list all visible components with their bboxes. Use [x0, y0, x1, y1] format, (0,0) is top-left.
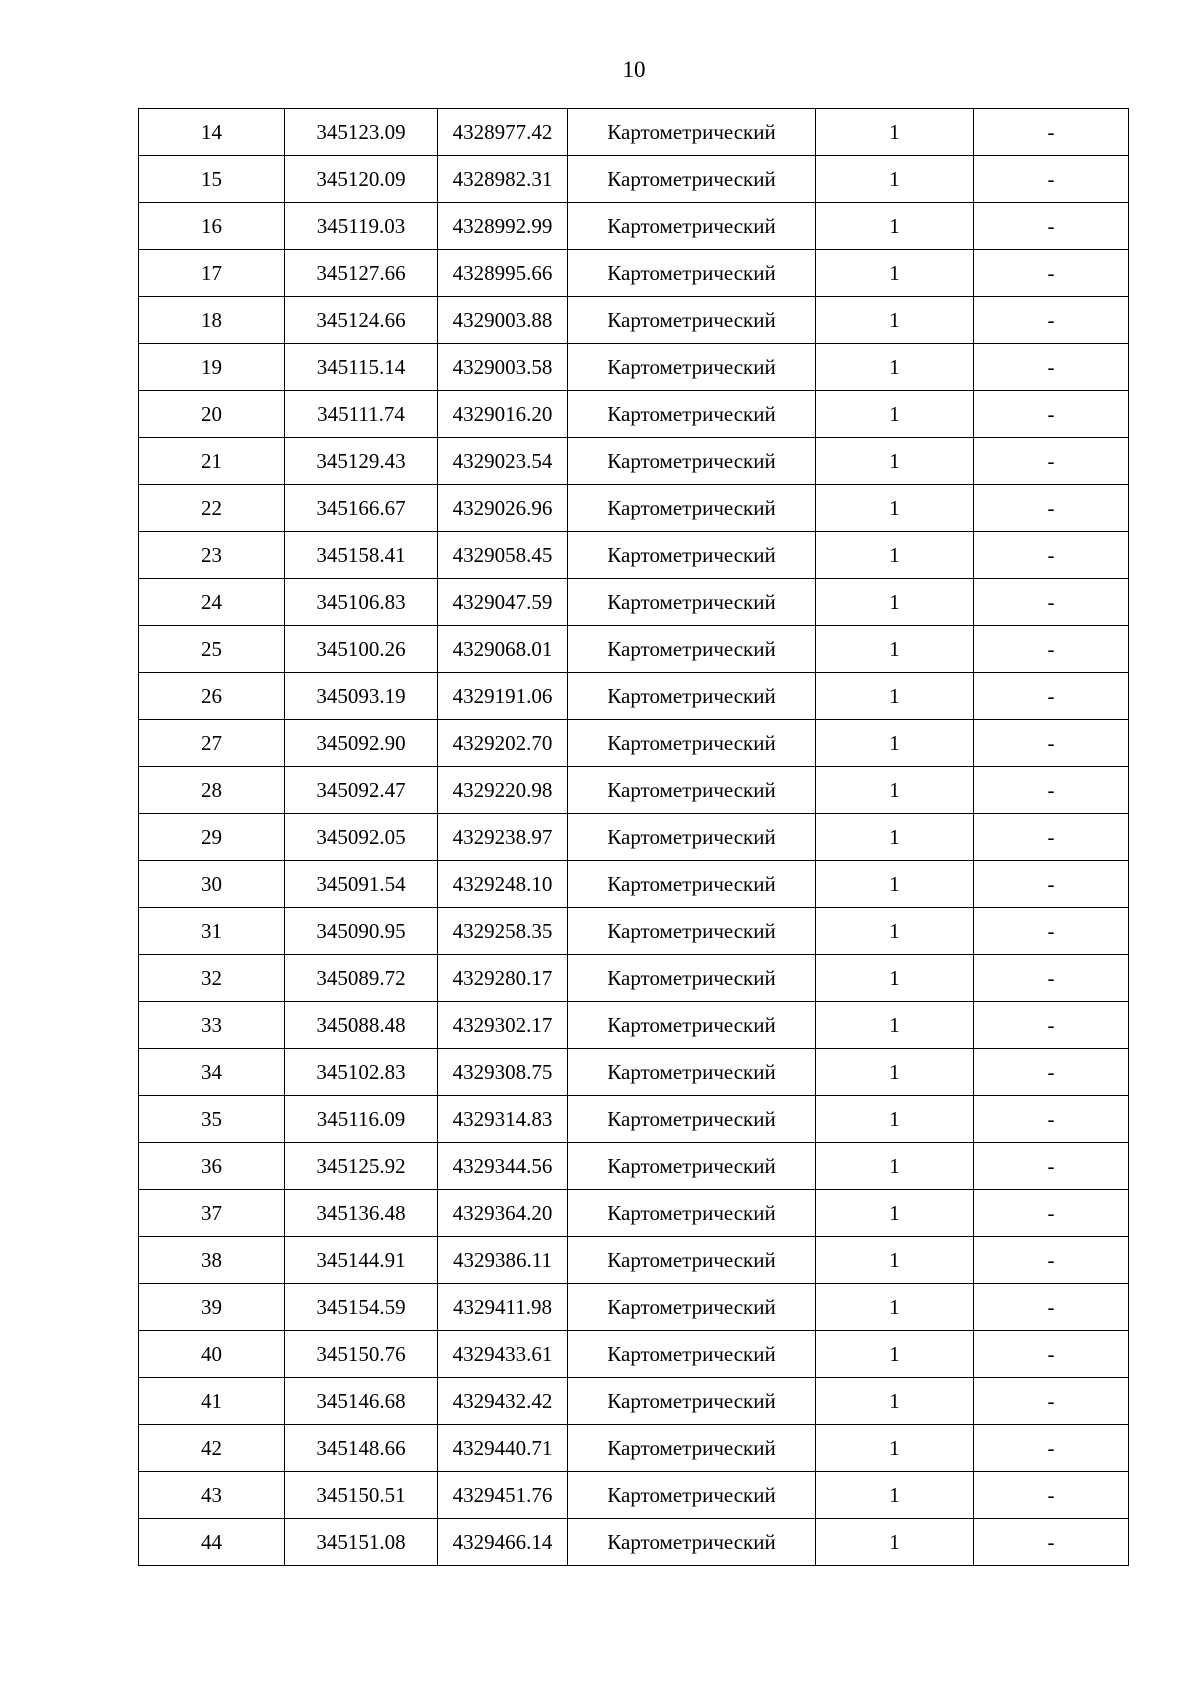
y-coordinate-cell: 4329314.83 [438, 1096, 568, 1143]
method-cell: Картометрический [568, 250, 816, 297]
x-coordinate-cell: 345092.47 [285, 767, 438, 814]
point-number-cell: 36 [139, 1143, 285, 1190]
method-cell: Картометрический [568, 391, 816, 438]
accuracy-cell: 1 [816, 1143, 974, 1190]
accuracy-cell: 1 [816, 203, 974, 250]
x-coordinate-cell: 345089.72 [285, 955, 438, 1002]
table-row [139, 1519, 1129, 1566]
point-number-cell: 27 [139, 720, 285, 767]
description-cell: - [974, 391, 1129, 438]
y-coordinate-cell: 4329047.59 [438, 579, 568, 626]
accuracy-cell: 1 [816, 1378, 974, 1425]
y-coordinate-cell: 4329344.56 [438, 1143, 568, 1190]
table-row [139, 1002, 1129, 1049]
table-row [139, 720, 1129, 767]
method-cell: Картометрический [568, 908, 816, 955]
table-row [139, 1143, 1129, 1190]
method-cell: Картометрический [568, 579, 816, 626]
x-coordinate-cell: 345125.92 [285, 1143, 438, 1190]
point-number-cell: 16 [139, 203, 285, 250]
table-row [139, 203, 1129, 250]
y-coordinate-cell: 4329191.06 [438, 673, 568, 720]
page-number: 10 [622, 57, 646, 82]
y-coordinate-cell: 4329003.58 [438, 344, 568, 391]
description-cell: - [974, 1519, 1129, 1566]
point-number-cell: 18 [139, 297, 285, 344]
table-row [139, 250, 1129, 297]
point-number-cell: 40 [139, 1331, 285, 1378]
x-coordinate-cell: 345092.05 [285, 814, 438, 861]
method-cell: Картометрический [568, 1284, 816, 1331]
description-cell: - [974, 626, 1129, 673]
x-coordinate-cell: 345120.09 [285, 156, 438, 203]
point-number-cell: 31 [139, 908, 285, 955]
description-cell: - [974, 1237, 1129, 1284]
y-coordinate-cell: 4329308.75 [438, 1049, 568, 1096]
point-number-cell: 28 [139, 767, 285, 814]
description-cell: - [974, 1143, 1129, 1190]
y-coordinate-cell: 4329023.54 [438, 438, 568, 485]
accuracy-cell: 1 [816, 1472, 974, 1519]
method-cell: Картометрический [568, 297, 816, 344]
y-coordinate-cell: 4329432.42 [438, 1378, 568, 1425]
point-number-cell: 35 [139, 1096, 285, 1143]
accuracy-cell: 1 [816, 767, 974, 814]
y-coordinate-cell: 4329302.17 [438, 1002, 568, 1049]
description-cell: - [974, 1284, 1129, 1331]
method-cell: Картометрический [568, 156, 816, 203]
table-row [139, 1190, 1129, 1237]
x-coordinate-cell: 345091.54 [285, 861, 438, 908]
accuracy-cell: 1 [816, 1284, 974, 1331]
description-cell: - [974, 1190, 1129, 1237]
table-row [139, 1049, 1129, 1096]
table-row [139, 1284, 1129, 1331]
y-coordinate-cell: 4329364.20 [438, 1190, 568, 1237]
point-number-cell: 23 [139, 532, 285, 579]
table-row [139, 626, 1129, 673]
description-cell: - [974, 438, 1129, 485]
x-coordinate-cell: 345146.68 [285, 1378, 438, 1425]
description-cell: - [974, 720, 1129, 767]
point-number-cell: 39 [139, 1284, 285, 1331]
accuracy-cell: 1 [816, 1425, 974, 1472]
point-number-cell: 33 [139, 1002, 285, 1049]
x-coordinate-cell: 345151.08 [285, 1519, 438, 1566]
point-number-cell: 41 [139, 1378, 285, 1425]
point-number-cell: 22 [139, 485, 285, 532]
accuracy-cell: 1 [816, 250, 974, 297]
x-coordinate-cell: 345124.66 [285, 297, 438, 344]
description-cell: - [974, 203, 1129, 250]
method-cell: Картометрический [568, 1143, 816, 1190]
method-cell: Картометрический [568, 1378, 816, 1425]
method-cell: Картометрический [568, 1190, 816, 1237]
point-number-cell: 24 [139, 579, 285, 626]
y-coordinate-cell: 4329451.76 [438, 1472, 568, 1519]
method-cell: Картометрический [568, 203, 816, 250]
y-coordinate-cell: 4329248.10 [438, 861, 568, 908]
description-cell: - [974, 579, 1129, 626]
table-row [139, 109, 1129, 156]
point-number-cell: 21 [139, 438, 285, 485]
method-cell: Картометрический [568, 438, 816, 485]
table-row [139, 344, 1129, 391]
description-cell: - [974, 532, 1129, 579]
description-cell: - [974, 1096, 1129, 1143]
accuracy-cell: 1 [816, 1096, 974, 1143]
x-coordinate-cell: 345119.03 [285, 203, 438, 250]
x-coordinate-cell: 345092.90 [285, 720, 438, 767]
table-row [139, 485, 1129, 532]
point-number-cell: 25 [139, 626, 285, 673]
y-coordinate-cell: 4329058.45 [438, 532, 568, 579]
table-row [139, 767, 1129, 814]
description-cell: - [974, 156, 1129, 203]
table-row [139, 391, 1129, 438]
accuracy-cell: 1 [816, 156, 974, 203]
point-number-cell: 19 [139, 344, 285, 391]
accuracy-cell: 1 [816, 626, 974, 673]
table-row [139, 156, 1129, 203]
description-cell: - [974, 109, 1129, 156]
accuracy-cell: 1 [816, 673, 974, 720]
y-coordinate-cell: 4329026.96 [438, 485, 568, 532]
y-coordinate-cell: 4329440.71 [438, 1425, 568, 1472]
description-cell: - [974, 250, 1129, 297]
point-number-cell: 14 [139, 109, 285, 156]
table-row [139, 955, 1129, 1002]
x-coordinate-cell: 345116.09 [285, 1096, 438, 1143]
method-cell: Картометрический [568, 861, 816, 908]
description-cell: - [974, 1425, 1129, 1472]
y-coordinate-cell: 4328977.42 [438, 109, 568, 156]
coordinates-table [138, 108, 1129, 1566]
description-cell: - [974, 767, 1129, 814]
x-coordinate-cell: 345158.41 [285, 532, 438, 579]
method-cell: Картометрический [568, 1331, 816, 1378]
table-row [139, 1237, 1129, 1284]
method-cell: Картометрический [568, 767, 816, 814]
y-coordinate-cell: 4329258.35 [438, 908, 568, 955]
accuracy-cell: 1 [816, 720, 974, 767]
description-cell: - [974, 814, 1129, 861]
table-row [139, 1096, 1129, 1143]
method-cell: Картометрический [568, 109, 816, 156]
table-row [139, 814, 1129, 861]
y-coordinate-cell: 4329068.01 [438, 626, 568, 673]
accuracy-cell: 1 [816, 109, 974, 156]
x-coordinate-cell: 345129.43 [285, 438, 438, 485]
x-coordinate-cell: 345127.66 [285, 250, 438, 297]
x-coordinate-cell: 345111.74 [285, 391, 438, 438]
method-cell: Картометрический [568, 344, 816, 391]
table-row [139, 1425, 1129, 1472]
method-cell: Картометрический [568, 1002, 816, 1049]
table-row [139, 1472, 1129, 1519]
description-cell: - [974, 1378, 1129, 1425]
y-coordinate-cell: 4329202.70 [438, 720, 568, 767]
table-row [139, 861, 1129, 908]
table-row [139, 532, 1129, 579]
description-cell: - [974, 1472, 1129, 1519]
table-row [139, 1378, 1129, 1425]
method-cell: Картометрический [568, 673, 816, 720]
description-cell: - [974, 673, 1129, 720]
method-cell: Картометрический [568, 720, 816, 767]
point-number-cell: 30 [139, 861, 285, 908]
y-coordinate-cell: 4328982.31 [438, 156, 568, 203]
method-cell: Картометрический [568, 1237, 816, 1284]
method-cell: Картометрический [568, 626, 816, 673]
accuracy-cell: 1 [816, 908, 974, 955]
accuracy-cell: 1 [816, 344, 974, 391]
description-cell: - [974, 908, 1129, 955]
point-number-cell: 17 [139, 250, 285, 297]
x-coordinate-cell: 345100.26 [285, 626, 438, 673]
y-coordinate-cell: 4329386.11 [438, 1237, 568, 1284]
accuracy-cell: 1 [816, 861, 974, 908]
accuracy-cell: 1 [816, 1002, 974, 1049]
method-cell: Картометрический [568, 1425, 816, 1472]
x-coordinate-cell: 345144.91 [285, 1237, 438, 1284]
x-coordinate-cell: 345093.19 [285, 673, 438, 720]
point-number-cell: 34 [139, 1049, 285, 1096]
y-coordinate-cell: 4329238.97 [438, 814, 568, 861]
description-cell: - [974, 485, 1129, 532]
x-coordinate-cell: 345088.48 [285, 1002, 438, 1049]
y-coordinate-cell: 4329466.14 [438, 1519, 568, 1566]
description-cell: - [974, 1049, 1129, 1096]
x-coordinate-cell: 345106.83 [285, 579, 438, 626]
y-coordinate-cell: 4328992.99 [438, 203, 568, 250]
accuracy-cell: 1 [816, 1049, 974, 1096]
point-number-cell: 38 [139, 1237, 285, 1284]
x-coordinate-cell: 345148.66 [285, 1425, 438, 1472]
x-coordinate-cell: 345150.76 [285, 1331, 438, 1378]
method-cell: Картометрический [568, 814, 816, 861]
method-cell: Картометрический [568, 955, 816, 1002]
accuracy-cell: 1 [816, 1331, 974, 1378]
y-coordinate-cell: 4329220.98 [438, 767, 568, 814]
y-coordinate-cell: 4329016.20 [438, 391, 568, 438]
accuracy-cell: 1 [816, 814, 974, 861]
x-coordinate-cell: 345166.67 [285, 485, 438, 532]
point-number-cell: 15 [139, 156, 285, 203]
point-number-cell: 20 [139, 391, 285, 438]
method-cell: Картометрический [568, 1472, 816, 1519]
x-coordinate-cell: 345090.95 [285, 908, 438, 955]
x-coordinate-cell: 345136.48 [285, 1190, 438, 1237]
description-cell: - [974, 1331, 1129, 1378]
point-number-cell: 32 [139, 955, 285, 1002]
accuracy-cell: 1 [816, 391, 974, 438]
x-coordinate-cell: 345154.59 [285, 1284, 438, 1331]
description-cell: - [974, 344, 1129, 391]
method-cell: Картометрический [568, 485, 816, 532]
description-cell: - [974, 297, 1129, 344]
table-row [139, 297, 1129, 344]
accuracy-cell: 1 [816, 532, 974, 579]
accuracy-cell: 1 [816, 955, 974, 1002]
table-row [139, 673, 1129, 720]
accuracy-cell: 1 [816, 579, 974, 626]
y-coordinate-cell: 4329003.88 [438, 297, 568, 344]
description-cell: - [974, 955, 1129, 1002]
y-coordinate-cell: 4329411.98 [438, 1284, 568, 1331]
method-cell: Картометрический [568, 1096, 816, 1143]
description-cell: - [974, 1002, 1129, 1049]
point-number-cell: 42 [139, 1425, 285, 1472]
point-number-cell: 29 [139, 814, 285, 861]
table-row [139, 579, 1129, 626]
point-number-cell: 44 [139, 1519, 285, 1566]
description-cell: - [974, 861, 1129, 908]
accuracy-cell: 1 [816, 297, 974, 344]
accuracy-cell: 1 [816, 438, 974, 485]
point-number-cell: 37 [139, 1190, 285, 1237]
table-row [139, 1331, 1129, 1378]
x-coordinate-cell: 345150.51 [285, 1472, 438, 1519]
point-number-cell: 43 [139, 1472, 285, 1519]
x-coordinate-cell: 345115.14 [285, 344, 438, 391]
accuracy-cell: 1 [816, 1190, 974, 1237]
y-coordinate-cell: 4329280.17 [438, 955, 568, 1002]
y-coordinate-cell: 4328995.66 [438, 250, 568, 297]
table-row [139, 438, 1129, 485]
x-coordinate-cell: 345123.09 [285, 109, 438, 156]
method-cell: Картометрический [568, 532, 816, 579]
x-coordinate-cell: 345102.83 [285, 1049, 438, 1096]
accuracy-cell: 1 [816, 1237, 974, 1284]
accuracy-cell: 1 [816, 1519, 974, 1566]
table-body [139, 109, 1129, 1566]
method-cell: Картометрический [568, 1049, 816, 1096]
point-number-cell: 26 [139, 673, 285, 720]
method-cell: Картометрический [568, 1519, 816, 1566]
y-coordinate-cell: 4329433.61 [438, 1331, 568, 1378]
table-row [139, 908, 1129, 955]
accuracy-cell: 1 [816, 485, 974, 532]
